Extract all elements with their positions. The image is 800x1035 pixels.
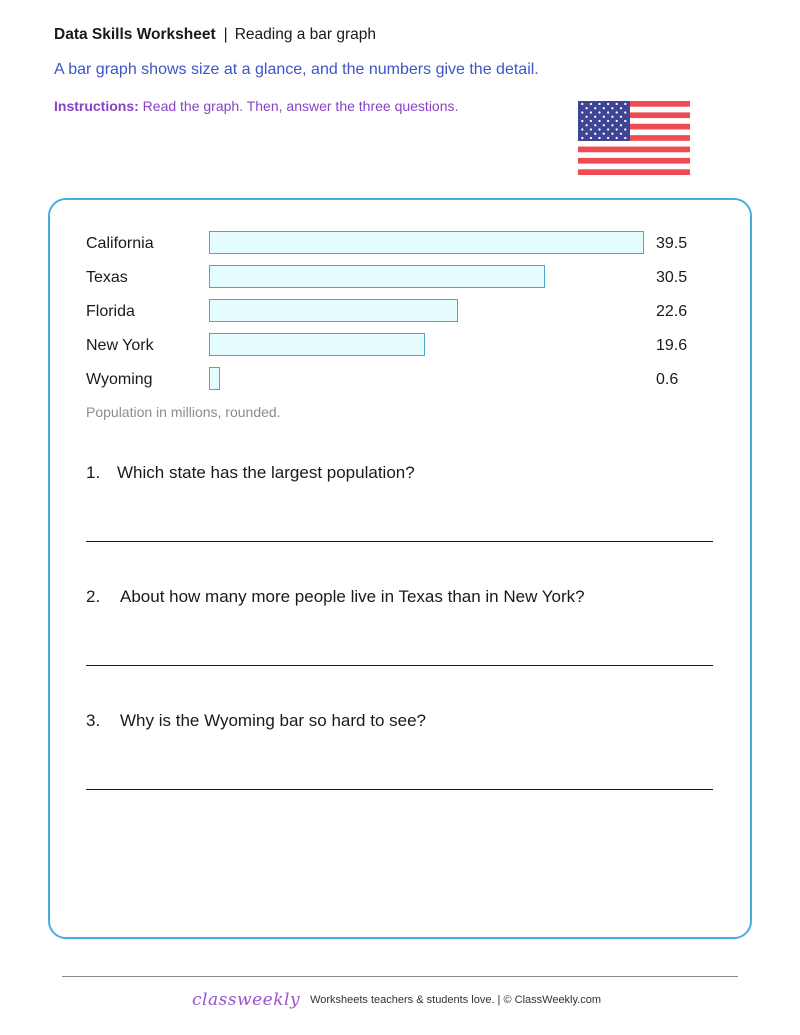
footer-tagline: Worksheets teachers & students love. | © ClassWeekly.com bbox=[310, 994, 602, 1006]
answer-line-2[interactable] bbox=[86, 665, 713, 666]
instructions-text: Read the graph. Then, answer the three questions. bbox=[142, 98, 459, 114]
bar-row-new-york bbox=[86, 333, 716, 357]
question-1-text: Which state has the largest population? bbox=[117, 463, 415, 482]
bar bbox=[209, 265, 545, 288]
worksheet-header bbox=[54, 26, 376, 44]
bar-row-texas bbox=[86, 265, 716, 289]
bar bbox=[209, 367, 220, 390]
us-flag-icon bbox=[578, 101, 690, 175]
footer-divider bbox=[62, 976, 738, 977]
bar-row-florida bbox=[86, 299, 716, 323]
footer-brand-logo: classweekly bbox=[192, 990, 301, 1010]
question-3-number: 3. bbox=[86, 711, 101, 730]
question-2 bbox=[86, 587, 585, 607]
answer-line-3[interactable] bbox=[86, 789, 713, 790]
bar-label: Florida bbox=[86, 303, 135, 320]
bar bbox=[209, 231, 644, 254]
bar-value-label: 19.6 bbox=[656, 337, 688, 354]
bar-value-label: 0.6 bbox=[656, 371, 679, 388]
question-1-number: 1. bbox=[86, 463, 101, 482]
bar-label: Texas bbox=[86, 269, 128, 286]
bar-label: New York bbox=[86, 337, 154, 354]
bar-label: Wyoming bbox=[86, 371, 153, 388]
worksheet-title: Data Skills Worksheet bbox=[54, 26, 216, 43]
bar-label: California bbox=[86, 235, 154, 252]
header-separator: | bbox=[223, 26, 228, 43]
bar bbox=[209, 333, 425, 356]
bar-value-label: 39.5 bbox=[656, 235, 688, 252]
question-1 bbox=[86, 463, 415, 483]
instructions-lead: Instructions: bbox=[54, 98, 139, 114]
answer-line-1[interactable] bbox=[86, 541, 713, 542]
worksheet-subtitle: Reading a bar graph bbox=[234, 26, 377, 43]
bar-row-california bbox=[86, 231, 716, 255]
bar bbox=[209, 299, 458, 322]
instructions bbox=[54, 98, 458, 114]
question-2-text: About how many more people live in Texas than in New York? bbox=[120, 587, 585, 606]
intro-text: A bar graph shows size at a glance, and the numbers give the detail. bbox=[54, 61, 539, 78]
bar-value-label: 30.5 bbox=[656, 269, 688, 286]
question-3 bbox=[86, 711, 426, 731]
chart-note: Population in millions, rounded. bbox=[86, 404, 281, 420]
bar-row-wyoming bbox=[86, 367, 716, 391]
question-2-number: 2. bbox=[86, 587, 101, 606]
footer bbox=[192, 990, 601, 1014]
bar-value-label: 22.6 bbox=[656, 303, 688, 320]
question-3-text: Why is the Wyoming bar so hard to see? bbox=[120, 711, 426, 730]
